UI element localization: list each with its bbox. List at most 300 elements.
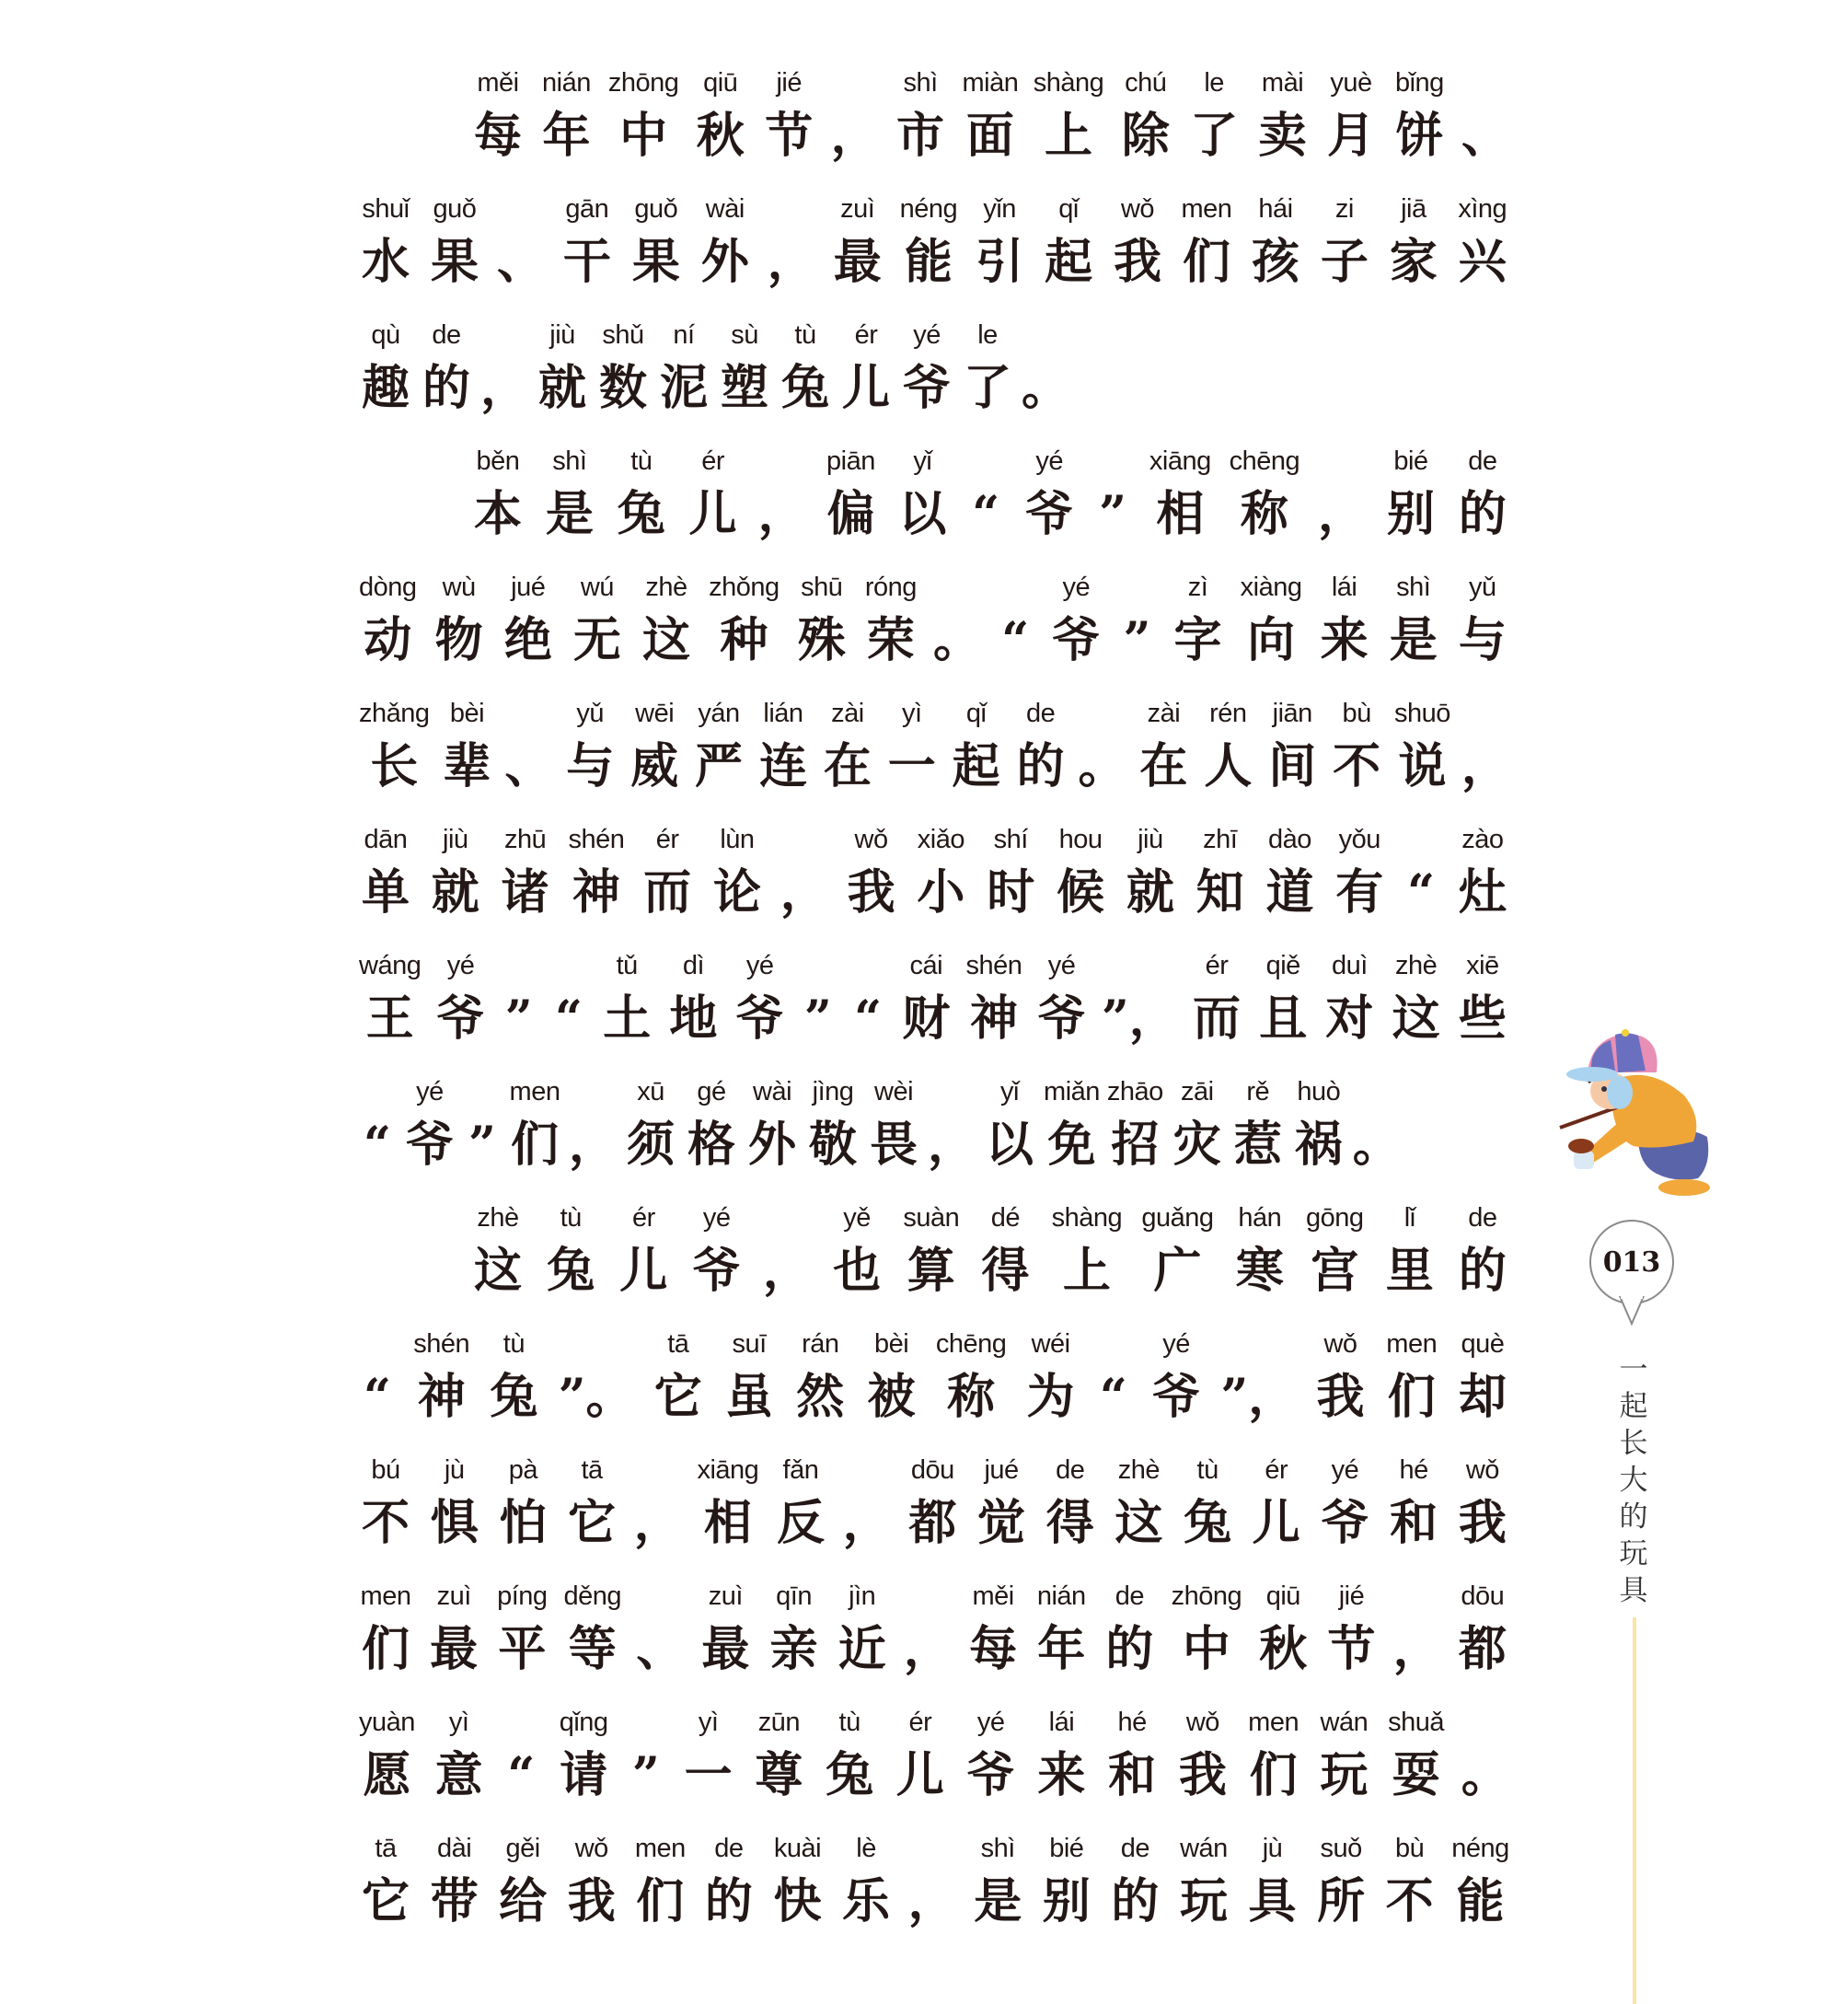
hanzi: 有 — [1335, 864, 1384, 921]
pinyin: ér — [632, 1203, 655, 1233]
punctuation — [928, 1075, 976, 1175]
hanzi: 也 — [833, 1243, 882, 1299]
hanzi: ， — [1318, 486, 1367, 542]
character-with-pinyin — [359, 1580, 412, 1679]
pinyin: nián — [1036, 1581, 1086, 1611]
hanzi: 起 — [1045, 234, 1093, 290]
pinyin: shuō — [1394, 699, 1450, 728]
hanzi: 且 — [1259, 990, 1308, 1047]
pinyin: shǔ — [602, 320, 644, 350]
character-with-pinyin — [824, 445, 877, 544]
hanzi: 兔 — [617, 486, 665, 542]
pinyin: wán — [1180, 1834, 1228, 1863]
pinyin: zūn — [757, 1708, 801, 1737]
character-with-pinyin — [1034, 1706, 1088, 1805]
pinyin: chēng — [1229, 446, 1300, 476]
hanzi: 兔 — [781, 360, 830, 416]
pinyin: ní — [673, 320, 695, 350]
section-title-char: 具 — [1619, 1574, 1648, 1607]
character-with-pinyin — [1177, 1832, 1230, 1931]
character-with-pinyin — [1111, 192, 1164, 292]
character-with-pinyin — [359, 949, 421, 1048]
hanzi: 被 — [867, 1369, 916, 1425]
hanzi: 相 — [1156, 486, 1205, 542]
pinyin: wú — [580, 573, 614, 602]
pinyin: yǔ — [576, 699, 605, 728]
hanzi: 请 — [560, 1747, 608, 1803]
hanzi: 以 — [898, 486, 947, 542]
character-with-pinyin — [628, 697, 681, 796]
pinyin: qù — [371, 320, 400, 350]
character-with-pinyin — [1241, 571, 1302, 670]
pinyin: lùn — [720, 825, 755, 854]
hanzi: 对 — [1325, 990, 1374, 1047]
hanzi: 虽 — [725, 1369, 774, 1425]
pinyin: tù — [1196, 1455, 1219, 1485]
pinyin: wǒ — [1120, 194, 1155, 224]
hanzi: 爷 — [966, 1747, 1015, 1803]
hanzi: ” — [468, 1117, 496, 1173]
hanzi: 们 — [1182, 234, 1230, 290]
character-with-pinyin — [900, 319, 953, 418]
character-with-pinyin — [950, 697, 1003, 796]
hanzi: 具 — [1248, 1873, 1297, 1929]
hanzi: 市 — [896, 108, 945, 164]
pinyin: jué — [984, 1455, 1019, 1485]
text-line — [359, 319, 1509, 429]
hanzi: 畏 — [870, 1117, 918, 1173]
pinyin: yuè — [1330, 68, 1372, 98]
pinyin: yì — [698, 1708, 719, 1737]
text-line — [359, 1580, 1509, 1690]
hanzi: 爷 — [1037, 990, 1086, 1047]
pinyin: qīn — [776, 1581, 812, 1611]
character-with-pinyin — [1456, 949, 1509, 1048]
hanzi: 不 — [361, 1495, 410, 1551]
character-with-pinyin — [1149, 445, 1211, 544]
character-with-pinyin — [692, 697, 745, 796]
hanzi: 、 — [1461, 108, 1509, 164]
page-number-bubble — [1589, 1220, 1674, 1304]
hanzi: 的 — [1105, 1621, 1154, 1677]
pinyin: jiù — [443, 825, 468, 854]
character-with-pinyin — [757, 697, 810, 796]
pinyin: shū — [801, 573, 843, 602]
hanzi: ， — [762, 1243, 811, 1299]
hanzi: 兴 — [1458, 234, 1507, 290]
character-with-pinyin — [690, 1201, 744, 1301]
pinyin: jìng — [812, 1077, 854, 1106]
hanzi: 兔 — [1184, 1495, 1232, 1551]
character-with-pinyin — [1292, 1075, 1346, 1175]
character-with-pinyin — [1052, 1201, 1123, 1301]
character-with-pinyin — [1387, 192, 1440, 292]
pinyin: zài — [1147, 699, 1181, 728]
character-with-pinyin — [1388, 1706, 1444, 1805]
character-with-pinyin — [403, 1075, 456, 1175]
hanzi: 财 — [902, 990, 951, 1047]
character-with-pinyin — [1119, 66, 1172, 166]
character-with-pinyin — [1187, 66, 1241, 166]
character-with-pinyin — [1108, 1832, 1161, 1931]
character-with-pinyin — [914, 823, 967, 922]
pinyin: qǐng — [559, 1708, 608, 1737]
character-with-pinyin — [709, 571, 780, 670]
decorative-gold-rule — [1633, 1617, 1636, 2004]
character-with-pinyin — [900, 192, 958, 292]
character-with-pinyin — [440, 697, 493, 796]
character-with-pinyin — [413, 1327, 469, 1427]
pinyin: huò — [1297, 1077, 1341, 1106]
character-with-pinyin — [699, 192, 752, 292]
pinyin: zhī — [1203, 825, 1238, 854]
hanzi: “ — [1407, 864, 1436, 921]
hanzi: ， — [1392, 1621, 1441, 1677]
character-with-pinyin — [1034, 1580, 1088, 1679]
hanzi: 爷 — [405, 1117, 454, 1173]
character-with-pinyin — [543, 445, 596, 544]
pinyin: yuàn — [359, 1708, 415, 1737]
hanzi: 我 — [1178, 1747, 1227, 1803]
pinyin: wán — [1320, 1708, 1369, 1737]
pinyin: bèi — [449, 699, 485, 728]
character-with-pinyin — [420, 319, 473, 418]
pinyin: dài — [436, 1834, 472, 1863]
character-with-pinyin — [1318, 1454, 1371, 1553]
hanzi: 是 — [1389, 612, 1438, 668]
punctuation — [497, 192, 545, 292]
pinyin: shén — [413, 1329, 470, 1359]
hanzi: 。 — [1461, 1747, 1509, 1803]
text-line — [359, 1327, 1509, 1438]
pinyin: měi — [972, 1581, 1014, 1611]
hanzi: ”， — [1220, 1369, 1297, 1425]
hanzi: ” — [1099, 486, 1126, 542]
hanzi: 然 — [796, 1369, 845, 1425]
pinyin: jìn — [849, 1581, 876, 1611]
pinyin: shì — [980, 1834, 1015, 1863]
hanzi: 这 — [642, 612, 691, 668]
character-with-pinyin — [428, 1454, 481, 1553]
pinyin: yě — [843, 1203, 871, 1233]
pinyin: ér — [1205, 951, 1229, 980]
pinyin: yé — [976, 1708, 1005, 1737]
pinyin: guǒ — [634, 194, 678, 224]
hanzi: “ — [972, 486, 1000, 542]
punctuation — [464, 1075, 501, 1175]
pinyin: wài — [705, 194, 745, 224]
hanzi: 是 — [545, 486, 594, 542]
character-with-pinyin — [971, 1832, 1024, 1931]
hanzi: 却 — [1458, 1369, 1507, 1425]
character-with-pinyin — [1201, 697, 1254, 796]
character-with-pinyin — [568, 823, 624, 922]
character-with-pinyin — [1256, 949, 1310, 1048]
hanzi: 我 — [1114, 234, 1162, 290]
character-with-pinyin — [571, 571, 624, 670]
pinyin: men — [1181, 194, 1232, 224]
character-with-pinyin — [666, 949, 720, 1048]
hanzi: 子 — [1320, 234, 1369, 290]
hanzi: 所 — [1317, 1873, 1366, 1929]
character-with-pinyin — [615, 445, 668, 544]
punctuation — [1461, 1706, 1509, 1805]
pinyin: de — [1468, 1203, 1497, 1233]
hanzi: 平 — [498, 1621, 547, 1677]
character-with-pinyin — [1103, 1580, 1156, 1679]
hanzi: 它 — [653, 1369, 702, 1425]
hanzi: 儿 — [842, 360, 891, 416]
character-with-pinyin — [830, 1201, 884, 1301]
pinyin: néng — [899, 194, 958, 224]
hanzi: 土 — [603, 990, 652, 1047]
character-with-pinyin — [652, 1327, 705, 1427]
hanzi: 怕 — [499, 1495, 548, 1551]
punctuation — [1095, 1327, 1132, 1427]
hanzi: 种 — [720, 612, 768, 668]
character-with-pinyin — [821, 697, 874, 796]
hanzi: “ — [1099, 1369, 1127, 1425]
pinyin: miàn — [962, 68, 1019, 98]
hanzi: 带 — [430, 1873, 479, 1929]
character-with-pinyin — [906, 1454, 959, 1553]
pinyin: tā — [581, 1455, 603, 1485]
character-with-pinyin — [617, 1201, 670, 1301]
character-with-pinyin — [633, 1832, 687, 1931]
pinyin: men — [509, 1077, 560, 1106]
text-line — [471, 66, 1509, 177]
hanzi: ， — [780, 864, 828, 921]
character-with-pinyin — [1054, 823, 1107, 922]
hanzi: 这 — [1392, 990, 1440, 1047]
pinyin: zhè — [1395, 951, 1438, 980]
pinyin: shì — [1396, 573, 1431, 602]
character-with-pinyin — [1124, 823, 1177, 922]
character-with-pinyin — [702, 1832, 756, 1931]
pinyin: yé — [1162, 1329, 1190, 1359]
punctuation — [628, 1706, 664, 1805]
character-with-pinyin — [1394, 697, 1450, 796]
character-with-pinyin — [539, 66, 593, 166]
hanzi: 以 — [986, 1117, 1034, 1173]
pinyin: rán — [802, 1329, 839, 1359]
pinyin: ér — [854, 320, 878, 350]
pinyin: yé — [1331, 1455, 1359, 1485]
character-with-pinyin — [733, 949, 787, 1048]
character-with-pinyin — [845, 823, 898, 922]
hanzi: 兔 — [490, 1369, 538, 1425]
hanzi: “ — [854, 990, 883, 1047]
character-with-pinyin — [774, 1454, 827, 1553]
character-with-pinyin — [359, 1454, 412, 1553]
pinyin: yì — [448, 1708, 469, 1737]
hanzi: 亲 — [769, 1621, 818, 1677]
character-with-pinyin — [1230, 445, 1300, 544]
pinyin: jiù — [549, 320, 575, 350]
character-with-pinyin — [1330, 697, 1383, 796]
character-with-pinyin — [1233, 1201, 1287, 1301]
hanzi: 我 — [567, 1873, 616, 1929]
hanzi: ” — [504, 990, 533, 1047]
hanzi: 爷 — [436, 990, 485, 1047]
character-with-pinyin — [1112, 1454, 1165, 1553]
pinyin: zhū — [503, 825, 547, 854]
text-line — [359, 949, 1509, 1060]
hanzi: 候 — [1057, 864, 1105, 921]
character-with-pinyin — [762, 66, 815, 166]
pinyin: dōu — [910, 1455, 954, 1485]
text-line — [359, 1075, 1509, 1186]
character-with-pinyin — [1044, 1454, 1097, 1553]
hanzi: ” — [1123, 612, 1151, 668]
character-with-pinyin — [978, 1201, 1032, 1301]
pinyin: qiū — [1265, 1581, 1300, 1611]
hanzi: 儿 — [895, 1747, 944, 1803]
hanzi: 物 — [434, 612, 483, 668]
pinyin: chēng — [935, 1329, 1007, 1359]
hanzi: 招 — [1111, 1117, 1160, 1173]
character-with-pinyin — [564, 1580, 622, 1679]
hanzi: 们 — [510, 1117, 559, 1173]
hanzi: 不 — [1333, 738, 1381, 794]
hanzi: “ — [555, 990, 583, 1047]
hanzi: 外 — [748, 1117, 797, 1173]
hanzi: 动 — [364, 612, 412, 668]
character-with-pinyin — [1190, 949, 1243, 1048]
character-with-pinyin — [1022, 445, 1076, 544]
character-with-pinyin — [770, 1832, 824, 1931]
pinyin: qiū — [703, 68, 738, 98]
hanzi: 这 — [1115, 1495, 1163, 1551]
character-with-pinyin — [434, 949, 488, 1048]
pinyin: xiē — [1466, 951, 1499, 980]
pinyin: shàng — [1033, 68, 1104, 98]
pinyin: de — [1025, 699, 1056, 728]
hanzi: ， — [633, 1495, 682, 1551]
text-line — [471, 1201, 1509, 1312]
hanzi: 灶 — [1458, 864, 1507, 921]
hanzi: 秋 — [696, 108, 745, 164]
hanzi: 敬 — [809, 1117, 858, 1173]
punctuation — [636, 1580, 684, 1679]
hanzi: 的 — [1458, 486, 1507, 542]
character-with-pinyin — [544, 1201, 597, 1301]
pinyin: mài — [1261, 68, 1304, 98]
pinyin: ér — [655, 825, 679, 854]
hanzi: 里 — [1385, 1243, 1434, 1299]
pinyin: suǒ — [1320, 1834, 1362, 1863]
pinyin: hán — [1238, 1203, 1282, 1233]
hanzi: 秋 — [1259, 1621, 1308, 1677]
text-line — [359, 192, 1509, 303]
hanzi: 最 — [430, 1621, 479, 1677]
punctuation — [359, 1075, 396, 1175]
punctuation — [480, 319, 528, 418]
pinyin: shén — [568, 825, 625, 854]
hanzi: 趣 — [361, 360, 410, 416]
pinyin: zhǎng — [359, 699, 430, 728]
character-with-pinyin — [1137, 697, 1190, 796]
character-with-pinyin — [359, 823, 412, 922]
character-with-pinyin — [1383, 1832, 1437, 1931]
hanzi: 连 — [758, 738, 807, 794]
character-with-pinyin — [536, 319, 589, 418]
hanzi: ， — [907, 1873, 956, 1929]
punctuation — [967, 445, 1004, 544]
pinyin: wéi — [1031, 1329, 1070, 1359]
hanzi: 向 — [1247, 612, 1296, 668]
punctuation — [758, 445, 806, 544]
pinyin: tǔ — [616, 951, 638, 980]
punctuation — [501, 949, 537, 1048]
hanzi: 而 — [1192, 990, 1241, 1047]
hanzi: 人 — [1204, 738, 1253, 794]
punctuation — [1353, 1075, 1401, 1175]
character-with-pinyin — [1171, 1075, 1224, 1175]
character-with-pinyin — [429, 823, 482, 922]
pinyin: shàng — [1051, 1203, 1123, 1233]
character-with-pinyin — [557, 1706, 610, 1805]
character-with-pinyin — [1246, 1832, 1299, 1931]
character-with-pinyin — [1390, 949, 1443, 1048]
hanzi: 兔 — [547, 1243, 595, 1299]
hanzi: 须 — [627, 1117, 676, 1173]
pinyin: dān — [364, 825, 408, 854]
pinyin: gé — [697, 1077, 726, 1106]
punctuation — [831, 66, 879, 166]
pinyin: xìng — [1458, 194, 1507, 224]
character-with-pinyin — [608, 66, 679, 166]
character-with-pinyin — [745, 1075, 799, 1175]
pinyin: kuài — [773, 1834, 822, 1863]
pinyin: zhè — [1117, 1455, 1161, 1485]
character-with-pinyin — [983, 1075, 1036, 1175]
hanzi: 相 — [703, 1495, 752, 1551]
pinyin: píng — [497, 1581, 548, 1611]
hanzi: 免 — [1047, 1117, 1096, 1173]
character-with-pinyin — [1256, 1580, 1310, 1679]
pinyin: yé — [1062, 573, 1091, 602]
character-with-pinyin — [600, 949, 653, 1048]
hanzi: 给 — [499, 1873, 548, 1929]
character-with-pinyin — [1247, 1706, 1300, 1805]
character-with-pinyin — [1314, 1327, 1368, 1427]
section-title-char: 大 — [1619, 1464, 1648, 1497]
character-with-pinyin — [687, 445, 740, 544]
punctuation — [1403, 823, 1439, 922]
pinyin: men — [634, 1834, 686, 1863]
hanzi: 爷 — [903, 360, 952, 416]
character-with-pinyin — [962, 66, 1018, 166]
character-with-pinyin — [471, 66, 525, 166]
hanzi: 愿 — [363, 1747, 411, 1803]
pinyin: tā — [667, 1329, 689, 1359]
hanzi: 果 — [631, 234, 680, 290]
hanzi: 水 — [361, 234, 410, 290]
character-with-pinyin — [836, 1580, 889, 1679]
character-with-pinyin — [1387, 571, 1440, 670]
hanzi: 神 — [572, 864, 620, 921]
hanzi: 的 — [704, 1873, 753, 1929]
hanzi: 乐 — [842, 1873, 891, 1929]
character-with-pinyin — [428, 192, 481, 292]
hanzi: 一 — [684, 1747, 733, 1803]
pinyin: zāi — [1180, 1077, 1214, 1106]
hanzi: 间 — [1268, 738, 1317, 794]
hanzi: 意 — [434, 1747, 483, 1803]
character-with-pinyin — [1456, 445, 1509, 544]
hanzi: 耍 — [1392, 1747, 1440, 1803]
